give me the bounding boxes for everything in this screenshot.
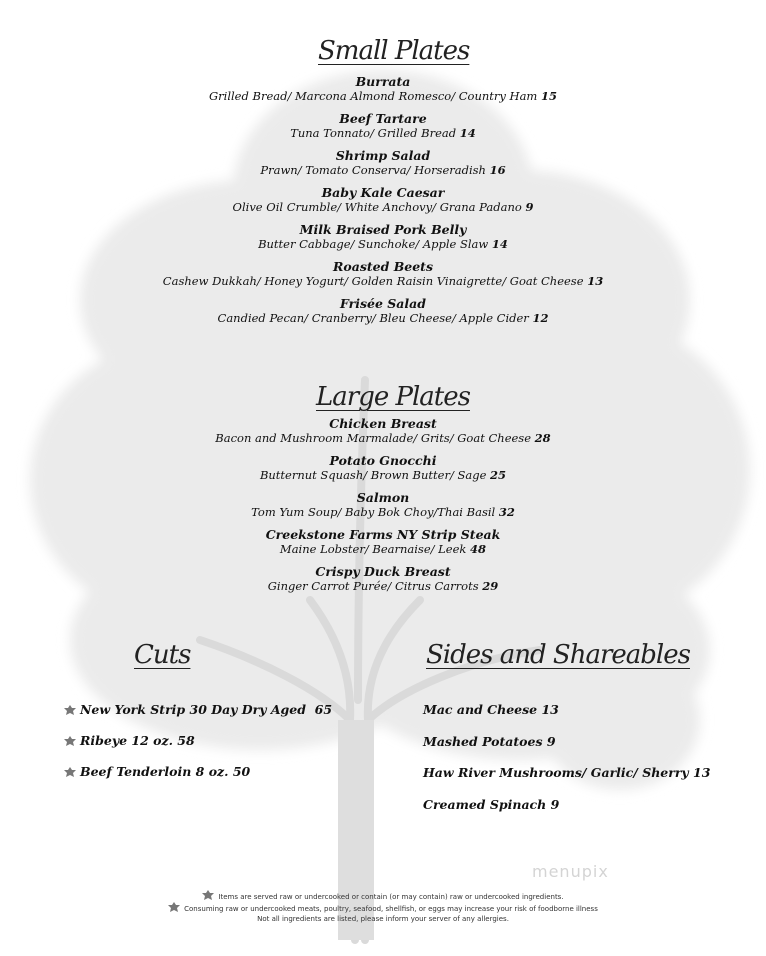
footer-line-2 bbox=[0, 902, 766, 914]
footer-text-2: Consuming raw or undercooked meats, poultry, seafood, shellfish, or eggs may increase your risk of foodborne illness bbox=[184, 905, 598, 913]
menu-item-price: 25 bbox=[490, 468, 507, 482]
menu-item-ingredients: Prawn/ Tomato Conserva/ Horseradish bbox=[260, 163, 486, 177]
menu-item-name: Potato Gnocchi bbox=[329, 453, 437, 468]
menu-item-description bbox=[0, 126, 766, 140]
menu-item-description bbox=[0, 200, 766, 214]
menu-item-description bbox=[0, 542, 766, 556]
menu-list-item bbox=[423, 797, 559, 812]
menu-item-price: 14 bbox=[491, 237, 508, 251]
menu-item bbox=[0, 148, 766, 177]
menu-list-item-text: Ribeye 12 oz. 58 bbox=[80, 733, 195, 748]
menu-list-item bbox=[423, 702, 559, 717]
leaf-icon bbox=[202, 890, 214, 900]
menu-item-description bbox=[0, 237, 766, 251]
menu-list-item-text: Beef Tenderloin 8 oz. 50 bbox=[80, 764, 251, 779]
footer-text-1: Items are served raw or undercooked or contain (or may contain) raw or undercooked ingredients. bbox=[218, 893, 564, 901]
footer-text-3: Not all ingredients are listed, please inform your server of any allergies. bbox=[257, 915, 509, 923]
menu-list-item bbox=[64, 733, 195, 748]
leaf-icon bbox=[64, 767, 76, 777]
menu-item bbox=[0, 74, 766, 103]
menu-item-name: Roasted Beets bbox=[333, 259, 433, 274]
menupix-watermark: menupix bbox=[532, 862, 609, 881]
menu-item bbox=[0, 564, 766, 593]
menu-list-item-text: New York Strip 30 Day Dry Aged 65 bbox=[80, 702, 333, 717]
menu-list-item bbox=[64, 702, 332, 717]
menu-item bbox=[0, 490, 766, 519]
menu-item-ingredients: Candied Pecan/ Cranberry/ Bleu Cheese/ Apple Cider bbox=[217, 311, 529, 325]
menu-item-ingredients: Olive Oil Crumble/ White Anchovy/ Grana Padano bbox=[232, 200, 522, 214]
menu-item-price: 28 bbox=[534, 431, 551, 445]
menu-item-ingredients: Bacon and Mushroom Marmalade/ Grits/ Goat Cheese bbox=[215, 431, 532, 445]
menu-item bbox=[0, 259, 766, 288]
menu-list-item bbox=[423, 734, 556, 749]
menu-item-price: 32 bbox=[498, 505, 515, 519]
menu-item-price: 29 bbox=[482, 579, 499, 593]
menu-item-ingredients: Maine Lobster/ Bearnaise/ Leek bbox=[279, 542, 467, 556]
menu-item-price: 9 bbox=[525, 200, 534, 214]
large-plates-list bbox=[0, 416, 766, 601]
menu-list-item-text: Haw River Mushrooms/ Garlic/ Sherry 13 bbox=[423, 765, 711, 780]
menu-item bbox=[0, 296, 766, 325]
sides-heading: Sides and Shareables bbox=[426, 640, 690, 670]
footer-line-1 bbox=[0, 890, 766, 902]
menu-item-name: Baby Kale Caesar bbox=[321, 185, 445, 200]
menu-item bbox=[0, 416, 766, 445]
menu-item-description bbox=[0, 579, 766, 593]
menu-list-item bbox=[64, 764, 250, 779]
menu-item-name: Milk Braised Pork Belly bbox=[299, 222, 467, 237]
menu-list-item-text: Mac and Cheese 13 bbox=[423, 702, 559, 717]
menu-item-name: Chicken Breast bbox=[329, 416, 437, 431]
menu-item-description bbox=[0, 505, 766, 519]
menu-list-item-text: Mashed Potatoes 9 bbox=[423, 733, 556, 749]
menu-item bbox=[0, 222, 766, 251]
allergen-footer bbox=[0, 890, 766, 924]
menu-item bbox=[0, 453, 766, 482]
menu-item-ingredients: Ginger Carrot Purée/ Citrus Carrots bbox=[267, 579, 479, 593]
menu-item-name: Salmon bbox=[356, 490, 410, 505]
cuts-heading: Cuts bbox=[134, 640, 191, 670]
menu-item-description bbox=[0, 163, 766, 177]
menu-item-name: Shrimp Salad bbox=[335, 148, 431, 163]
menu-item-price: 48 bbox=[470, 542, 487, 556]
menu-item-ingredients: Cashew Dukkah/ Honey Yogurt/ Golden Raisin Vinaigrette/ Goat Cheese bbox=[162, 274, 584, 288]
menu-item bbox=[0, 527, 766, 556]
menu-item-name: Burrata bbox=[355, 74, 411, 89]
menu-item-name: Creekstone Farms NY Strip Steak bbox=[265, 527, 501, 542]
leaf-icon bbox=[64, 736, 76, 746]
small-plates-heading: Small Plates bbox=[318, 36, 470, 66]
menu-item-name: Crispy Duck Breast bbox=[315, 564, 451, 579]
leaf-icon bbox=[64, 705, 76, 715]
menu-list-item bbox=[423, 765, 710, 780]
menu-list-item-text: Creamed Spinach 9 bbox=[423, 796, 560, 812]
menu-item-ingredients: Tom Yum Soup/ Baby Bok Choy/Thai Basil bbox=[251, 505, 496, 519]
menu-item-description bbox=[0, 274, 766, 288]
menu-item-description bbox=[0, 431, 766, 445]
small-plates-list bbox=[0, 74, 766, 333]
menu-item-name: Beef Tartare bbox=[339, 111, 427, 126]
footer-line-3 bbox=[0, 914, 766, 924]
large-plates-heading: Large Plates bbox=[316, 382, 470, 412]
menu-item-price: 14 bbox=[459, 126, 476, 140]
menu-item-description bbox=[0, 311, 766, 325]
menu-item-description bbox=[0, 89, 766, 103]
menu-item-ingredients: Butter Cabbage/ Sunchoke/ Apple Slaw bbox=[258, 237, 489, 251]
menu-item-ingredients: Tuna Tonnato/ Grilled Bread bbox=[290, 126, 457, 140]
menu-item-price: 15 bbox=[541, 89, 558, 103]
menu-item-ingredients: Butternut Squash/ Brown Butter/ Sage bbox=[259, 468, 487, 482]
menu-item-price: 12 bbox=[532, 311, 549, 325]
menu-item bbox=[0, 111, 766, 140]
menu-item-description bbox=[0, 468, 766, 482]
leaf-icon bbox=[168, 902, 180, 912]
menu-item-price: 16 bbox=[489, 163, 506, 177]
menu-item bbox=[0, 185, 766, 214]
menu-item-ingredients: Grilled Bread/ Marcona Almond Romesco/ Country Ham bbox=[208, 89, 538, 103]
menu-item-name: Frisée Salad bbox=[340, 296, 426, 311]
menu-item-price: 13 bbox=[587, 274, 604, 288]
